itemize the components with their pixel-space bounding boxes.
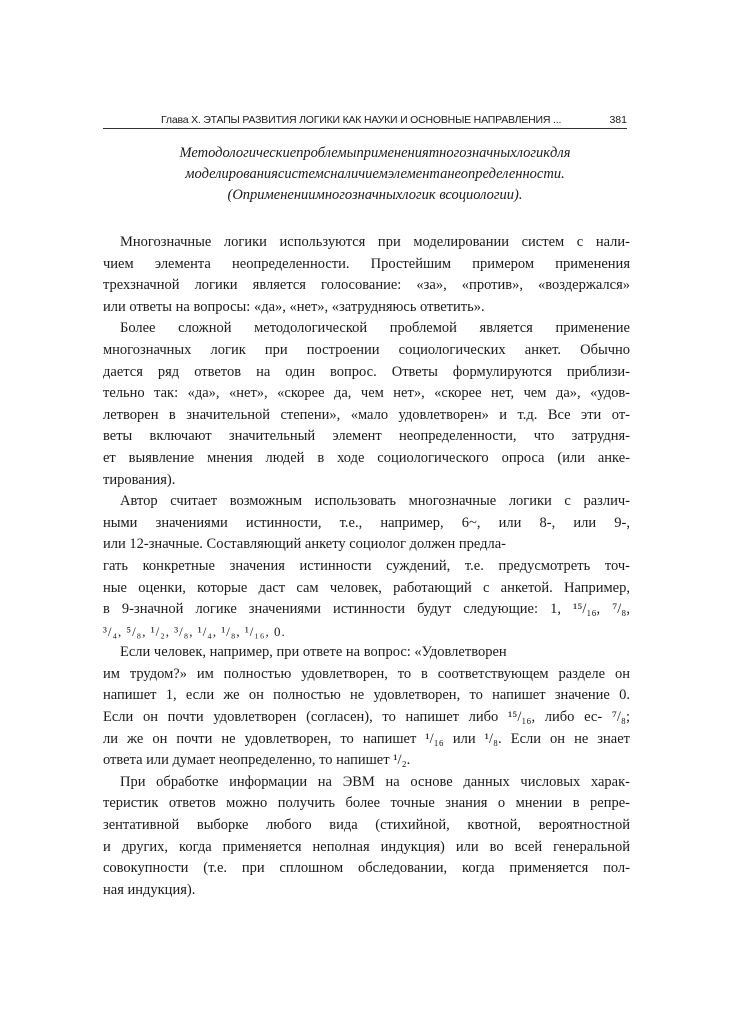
text-line: Более сложной методологической проблемой является применение bbox=[120, 320, 630, 337]
text-line: ными значениями истинности, т.е., например, 6~, или 8-, или 9-, bbox=[103, 514, 630, 531]
heading-line: моделированиясистемсналичиемэлементанеопределенности. bbox=[185, 166, 565, 182]
text-line: им трудом?» им полностью удовлетворен, то в соответствующем разделе он bbox=[103, 665, 630, 682]
text-line: теристик ответов можно получить более точные знания о мнении в репре- bbox=[103, 795, 630, 812]
text-line: ная индукция). bbox=[103, 881, 196, 898]
text-line: тирования). bbox=[103, 471, 176, 488]
paragraph bbox=[103, 772, 630, 902]
text-line: или ответы на вопросы: «да», «нет», «затрудняюсь ответить». bbox=[103, 298, 485, 315]
text-line: трехзначной логики является голосование: «за», «против», «воздержался» bbox=[103, 277, 630, 294]
section-heading bbox=[120, 143, 630, 206]
running-header bbox=[103, 114, 627, 129]
paragraph bbox=[103, 642, 630, 772]
text-line: напишет 1, если же он полностью не удовлетворен, то напишет значение 0. bbox=[103, 687, 630, 704]
page-number: 381 bbox=[609, 114, 627, 126]
paragraph bbox=[103, 491, 630, 642]
text-line: летворен в значительной степени», «мало удовлетворен» и т.д. Все эти от- bbox=[103, 406, 630, 423]
text-line: веты включают значительный элемент неопределенности, что затрудня- bbox=[103, 428, 630, 445]
paragraph bbox=[103, 318, 630, 491]
text-line: гать конкретные значения истинности суждений, т.е. предусмотреть точ- bbox=[103, 557, 630, 574]
heading-line: Методологическиепроблемыпримененияmногозначныхлогикдля bbox=[179, 145, 571, 161]
text-line: Автор считает возможным использовать многозначные логики с различ- bbox=[120, 493, 630, 510]
text-line: чием элемента неопределенности. Простейшим примером применения bbox=[103, 255, 630, 272]
truth-values-line: ³/₄, ⁵/₈, ¹/₂, ³/₈, ¹/₄, ¹/₈, ¹/₁₆, 0. bbox=[103, 623, 286, 639]
text-line: в 9-значной логике значениями истинности будут следующие: 1, ¹⁵/₁₆, ⁷/₈, bbox=[103, 601, 630, 618]
text-line: ответа или думает неопределенно, то напишет ¹/₂. bbox=[103, 752, 411, 769]
text-line: многозначных логик при построении социологических анкет. Обычно bbox=[103, 341, 630, 358]
text-line: Многозначные логики используются при моделировании систем с нали- bbox=[120, 234, 630, 250]
text-line: зентативной выборке любого вида (стихийной, квотной, вероятностной bbox=[103, 817, 630, 834]
text-line: или 12-значные. Составляющий анкету социолог должен предла- bbox=[103, 536, 507, 553]
text-line: тельно так: «да», «нет», «скорее да, чем нет», «скорее нет, чем да», «удов- bbox=[103, 385, 630, 402]
text-line: ет выявление мнения людей в ходе социологического опроса (или анке- bbox=[103, 449, 630, 466]
paragraph bbox=[103, 232, 630, 318]
text-line: ные оценки, которые даст сам человек, работающий с анкетой. Например, bbox=[103, 579, 630, 596]
text-line: дается ряд ответов на один вопрос. Ответы формулируются приблизи- bbox=[103, 363, 630, 380]
text-line: совокупности (т.е. при сплошном обследовании, когда применяется пол- bbox=[103, 860, 630, 877]
chapter-title: Глава X. ЭТАПЫ РАЗВИТИЯ ЛОГИКИ КАК НАУКИ И ОСНОВНЫЕ НАПРАВЛЕНИЯ ... bbox=[161, 114, 562, 126]
heading-line: (Оприменениимногозначныхлогик всоциологии). bbox=[227, 187, 523, 203]
text-line: ли же он почти не удовлетворен, то напишет ¹/₁₆ или ¹/₈. Если он не знает bbox=[103, 730, 630, 747]
body-text bbox=[103, 232, 630, 901]
text-line: Если он почти удовлетворен (согласен), то напишет либо ¹⁵/₁₆, либо ес- ⁷/₈; bbox=[103, 709, 630, 726]
text-line: и других, когда применяется неполная индукция) или во всей генеральной bbox=[103, 838, 630, 855]
text-line: При обработке информации на ЭВМ на основе данных числовых харак- bbox=[120, 773, 630, 790]
text-line: Если человек, например, при ответе на вопрос: «Удовлетворен bbox=[120, 644, 507, 661]
